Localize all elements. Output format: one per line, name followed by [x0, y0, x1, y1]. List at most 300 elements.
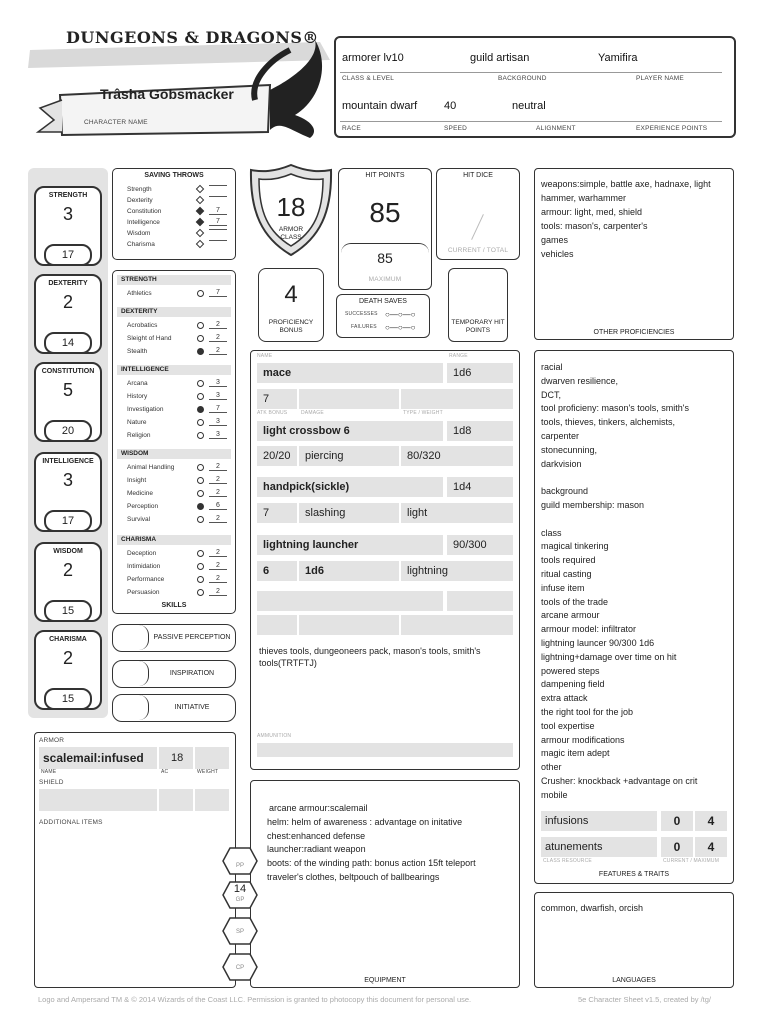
- armor-box: [34, 732, 236, 988]
- saving-throws-title: SAVING THROWS: [144, 172, 204, 179]
- feature-line: infuse item: [541, 582, 585, 593]
- skills-title: SKILLS: [161, 602, 187, 609]
- feature-line: mobile: [541, 789, 568, 800]
- skill-group-dexterity: DEXTERITY: [117, 307, 231, 317]
- features-text[interactable]: [541, 361, 731, 803]
- skill-value[interactable]: 3: [209, 431, 227, 439]
- skill-name: Deception: [127, 550, 157, 557]
- skill-name: Survival: [127, 516, 151, 523]
- save-value[interactable]: [209, 240, 227, 241]
- resource-current[interactable]: 0: [661, 837, 693, 857]
- equipment-label: EQUIPMENT: [364, 977, 406, 984]
- ammunition-tracker[interactable]: [257, 743, 513, 757]
- feature-line: other: [541, 762, 562, 773]
- coin-label: CP: [235, 965, 245, 971]
- skill-proficiency-toggle[interactable]: [197, 516, 204, 523]
- feature-line: class: [541, 527, 562, 538]
- skill-name: Arcana: [127, 380, 148, 387]
- game-logo: DUNGEONS & DRAGONS®: [66, 28, 319, 47]
- passive-perception-box: [112, 624, 236, 652]
- skill-name: Medicine: [127, 490, 154, 497]
- death-saves-successes-track[interactable]: ○—○—○: [385, 310, 416, 319]
- hit-points-label: HIT POINTS: [365, 172, 405, 179]
- skill-value[interactable]: 6: [209, 502, 227, 510]
- ability-name: INTELLIGENCE: [42, 458, 94, 465]
- skill-value[interactable]: 2: [209, 588, 227, 596]
- hit-points-box: [338, 168, 432, 290]
- initiative-box: [112, 694, 236, 722]
- background-label: BACKGROUND: [498, 75, 547, 82]
- save-name: Dexterity: [127, 197, 153, 204]
- footer-copyright: Logo and Ampersand TM & © 2014 Wizards of the Coast LLC. Permission is granted to photocopy this document for personal use.: [38, 995, 472, 1004]
- ability-name: WISDOM: [53, 548, 83, 555]
- attack-bonus[interactable]: 7: [257, 503, 297, 523]
- skill-group-intelligence: INTELLIGENCE: [117, 365, 231, 375]
- other-proficiencies-box: [534, 168, 734, 340]
- footer-credit: 5e Character Sheet v1.5, created by /tg/: [578, 995, 711, 1004]
- armor-name-label: NAME: [41, 769, 57, 775]
- skill-row: [119, 588, 229, 598]
- save-value[interactable]: 7: [209, 218, 227, 226]
- speed-label: SPEED: [444, 125, 468, 132]
- attack-damage[interactable]: piercing: [299, 446, 399, 466]
- coin-sp[interactable]: [222, 916, 258, 946]
- save-row: [119, 185, 229, 195]
- proficiency-bonus-label: PROFICIENCY BONUS: [268, 319, 314, 334]
- ability-name: DEXTERITY: [48, 280, 88, 287]
- other-proficiencies-label: OTHER PROFICIENCIES: [593, 329, 675, 336]
- skill-value[interactable]: 2: [209, 463, 227, 471]
- ability-strength: [34, 186, 102, 266]
- feature-line: background: [541, 486, 589, 497]
- coin-gp[interactable]: [222, 880, 258, 910]
- feature-line: tool expertise: [541, 720, 595, 731]
- attack-name[interactable]: light crossbow 6: [257, 421, 443, 441]
- passive-perception-value[interactable]: [113, 625, 149, 650]
- save-row: [119, 196, 229, 206]
- resource-name[interactable]: infusions: [541, 811, 657, 831]
- ability-modifier[interactable]: 3: [62, 470, 73, 490]
- attack-range[interactable]: [447, 591, 513, 611]
- feature-line: DCT,: [541, 389, 561, 400]
- character-name[interactable]: Trâsha Gobsmacker: [100, 86, 234, 102]
- equipment-line[interactable]: boots: of the winding path: bonus action 15ft teleport: [267, 858, 476, 868]
- equipment-line[interactable]: chest:enhanced defense: [267, 831, 366, 841]
- experience-label: EXPERIENCE POINTS: [636, 125, 708, 132]
- skill-row: [119, 489, 229, 499]
- attack-type[interactable]: light: [401, 503, 513, 523]
- feature-line: [541, 513, 731, 527]
- coin-cp[interactable]: [222, 952, 258, 982]
- skill-row: [119, 418, 229, 428]
- save-row: [119, 207, 229, 217]
- skill-row: [119, 431, 229, 441]
- feature-line: powered steps: [541, 665, 600, 676]
- skill-proficiency-toggle[interactable]: [197, 406, 204, 413]
- save-name: Constitution: [127, 208, 162, 215]
- armor-class-value[interactable]: 18: [276, 192, 306, 222]
- attack-bonus[interactable]: [257, 615, 297, 635]
- skill-value[interactable]: 3: [209, 418, 227, 426]
- skill-group-strength: STRENGTH: [117, 275, 231, 285]
- armor-class-label: ARMOR CLASS: [278, 226, 304, 241]
- skill-proficiency-toggle[interactable]: [197, 335, 204, 342]
- skill-proficiency-toggle[interactable]: [197, 490, 204, 497]
- coin-hex-icon: [222, 846, 258, 876]
- coin-pp[interactable]: [222, 846, 258, 876]
- ability-score[interactable]: 15: [44, 688, 92, 710]
- skill-name: Perception: [127, 503, 159, 510]
- skill-name: Persuasion: [127, 589, 160, 596]
- character-name-label: CHARACTER NAME: [84, 119, 148, 126]
- class-level-label: CLASS & LEVEL: [342, 75, 395, 82]
- resource-max[interactable]: 4: [695, 811, 727, 831]
- save-proficiency-toggle[interactable]: [196, 218, 204, 226]
- skill-value[interactable]: 2: [209, 515, 227, 523]
- resource-sub-label: CURRENT / MAXIMUM: [663, 858, 720, 864]
- ability-modifier[interactable]: 2: [62, 560, 73, 580]
- skill-value[interactable]: 7: [209, 289, 227, 297]
- attack-type[interactable]: lightning: [401, 561, 513, 581]
- additional-items-label: ADDITIONAL ITEMS: [39, 819, 103, 826]
- temp-hp-box: [448, 268, 508, 342]
- skill-name: Stealth: [127, 348, 148, 355]
- skill-name: Insight: [127, 477, 147, 484]
- feature-line: stonecunning,: [541, 444, 598, 455]
- attack-damage[interactable]: slashing: [299, 503, 399, 523]
- skill-name: Athletics: [127, 290, 152, 297]
- attack-bonus[interactable]: 7: [257, 389, 297, 409]
- save-value[interactable]: [209, 196, 227, 197]
- ability-name: STRENGTH: [48, 192, 88, 199]
- shield-weight-field[interactable]: [195, 789, 229, 811]
- attack-name[interactable]: mace: [257, 363, 443, 383]
- skill-proficiency-toggle[interactable]: [197, 393, 204, 400]
- skill-proficiency-toggle[interactable]: [197, 477, 204, 484]
- attack-range-header: RANGE: [449, 353, 468, 359]
- saving-throws-box: [112, 168, 236, 260]
- feature-line: tools, thieves, tinkers, alchemists,: [541, 417, 676, 428]
- feature-line: lightning launcer 90/300 1d6: [541, 637, 655, 648]
- header-info-box: [334, 36, 736, 138]
- ability-score[interactable]: 17: [44, 244, 92, 266]
- feature-line: lightning+damage over time on hit: [541, 651, 677, 662]
- skill-value[interactable]: 2: [209, 321, 227, 329]
- armor-ac-field[interactable]: 18: [159, 747, 193, 769]
- ability-charisma: [34, 630, 102, 710]
- feature-line: Crusher: knockback +advantage on crit: [541, 775, 698, 786]
- skill-proficiency-toggle[interactable]: [197, 563, 204, 570]
- equipment-line[interactable]: helm: helm of awareness : advantage on initative: [267, 817, 463, 827]
- initiative-value[interactable]: [113, 695, 149, 720]
- death-saves-failures-track[interactable]: ○—○—○: [385, 323, 416, 332]
- ability-name: CHARISMA: [49, 636, 87, 643]
- resource-current[interactable]: 0: [661, 811, 693, 831]
- skill-row: [119, 392, 229, 402]
- skill-proficiency-toggle[interactable]: [197, 419, 204, 426]
- ammunition-label: AMMUNITION: [257, 733, 292, 739]
- feature-line: dampening field: [541, 679, 605, 690]
- skill-name: Religion: [127, 432, 151, 439]
- death-saves-failures-label: FAILURES: [351, 324, 377, 330]
- skill-name: Performance: [127, 576, 165, 583]
- armor-weight-field[interactable]: [195, 747, 229, 769]
- attack-bonus[interactable]: 20/20: [257, 446, 297, 466]
- skill-row: [119, 575, 229, 585]
- hit-points-max-box: [341, 243, 429, 287]
- class-level-value[interactable]: armorer lv10: [342, 52, 404, 64]
- attack-name-header: NAME: [257, 353, 273, 359]
- attack-damage-header: DAMAGE: [301, 410, 324, 416]
- player-name-value[interactable]: Yamifira: [598, 52, 638, 64]
- feature-line: magical tinkering: [541, 541, 609, 552]
- alignment-value[interactable]: neutral: [512, 100, 546, 112]
- attack-name[interactable]: lightning launcher: [257, 535, 443, 555]
- skill-name: Acrobatics: [127, 322, 158, 329]
- ability-wisdom: [34, 542, 102, 622]
- attack-damage[interactable]: [299, 389, 399, 409]
- proficiency-line[interactable]: armour: light, med, shield: [541, 207, 643, 217]
- save-row: [119, 240, 229, 250]
- armor-weight-label: WEIGHT: [197, 769, 219, 775]
- ability-score[interactable]: 20: [44, 420, 92, 442]
- ability-modifier[interactable]: 2: [62, 292, 73, 312]
- player-name-label: PLAYER NAME: [636, 75, 684, 82]
- ability-constitution: [34, 362, 102, 442]
- skill-proficiency-toggle[interactable]: [197, 464, 204, 471]
- equipment-box: [250, 780, 520, 988]
- feature-line: [541, 471, 731, 485]
- hit-dice-divider: [471, 214, 484, 240]
- languages-value[interactable]: common, dwarfish, orcish: [541, 903, 644, 913]
- attack-bonus-header: ATK BONUS: [257, 410, 288, 416]
- proficiency-bonus-box: [258, 268, 324, 342]
- languages-box: [534, 892, 734, 988]
- skill-value[interactable]: 2: [209, 347, 227, 355]
- attack-range[interactable]: 90/300: [447, 535, 513, 555]
- hit-dice-sub-label: CURRENT / TOTAL: [447, 247, 509, 254]
- skill-row: [119, 502, 229, 512]
- speed-value[interactable]: 40: [444, 100, 457, 112]
- passive-perception-label: PASSIVE PERCEPTION: [153, 634, 231, 641]
- save-value[interactable]: [209, 185, 227, 186]
- skill-value[interactable]: 2: [209, 575, 227, 583]
- shield-name-field[interactable]: [39, 789, 157, 811]
- armor-label: ARMOR: [39, 737, 65, 744]
- skill-name: Animal Handling: [127, 464, 175, 471]
- armor-name-field[interactable]: scalemail:infused: [39, 747, 157, 769]
- equipment-line[interactable]: launcher:radiant weapon: [267, 844, 366, 854]
- hit-points-max-label: MAXIMUM: [368, 276, 402, 283]
- save-name: Charisma: [127, 241, 155, 248]
- skill-value[interactable]: 3: [209, 392, 227, 400]
- ability-name: CONSTITUTION: [41, 368, 95, 375]
- proficiency-bonus-value[interactable]: 4: [284, 281, 298, 308]
- skill-value[interactable]: 2: [209, 334, 227, 342]
- resource-name[interactable]: atunements: [541, 837, 657, 857]
- save-value[interactable]: [209, 229, 227, 230]
- languages-label: LANGUAGES: [612, 977, 656, 984]
- proficiency-line[interactable]: vehicles: [541, 249, 574, 259]
- race-value[interactable]: mountain dwarf: [342, 100, 418, 112]
- skill-proficiency-toggle[interactable]: [197, 503, 204, 510]
- save-value[interactable]: 7: [209, 207, 227, 215]
- skill-row: [119, 379, 229, 389]
- skill-row: [119, 562, 229, 572]
- skill-group-charisma: CHARISMA: [117, 535, 231, 545]
- coin-label: SP: [235, 929, 244, 935]
- attacks-box: [250, 350, 520, 770]
- feature-line: extra attack: [541, 693, 588, 704]
- skill-proficiency-toggle[interactable]: [197, 589, 204, 596]
- skill-value[interactable]: 3: [209, 379, 227, 387]
- feature-line: tool proficieny: mason's tools, smith's: [541, 403, 689, 414]
- ability-score[interactable]: 14: [44, 332, 92, 354]
- hit-dice-box: [436, 168, 520, 260]
- skill-name: History: [127, 393, 148, 400]
- save-name: Intelligence: [127, 219, 160, 226]
- skill-proficiency-toggle[interactable]: [197, 322, 204, 329]
- hit-dice-label: HIT DICE: [463, 172, 493, 179]
- attack-bonus[interactable]: 6: [257, 561, 297, 581]
- skill-value[interactable]: 2: [209, 549, 227, 557]
- feature-line: ritual casting: [541, 568, 592, 579]
- feature-line: tools of the trade: [541, 596, 609, 607]
- attack-type[interactable]: 80/320: [401, 446, 513, 466]
- proficiency-line[interactable]: games: [541, 235, 569, 245]
- armor-class-shield: [248, 162, 334, 258]
- ability-score[interactable]: 17: [44, 510, 92, 532]
- temp-hp-label: TEMPORARY HIT POINTS: [451, 319, 505, 334]
- features-box: [534, 350, 734, 884]
- ability-score[interactable]: 15: [44, 600, 92, 622]
- feature-line: guild membership: mason: [541, 499, 645, 510]
- attack-damage[interactable]: 1d6: [299, 561, 399, 581]
- skill-name: Investigation: [127, 406, 164, 413]
- inspiration-label: INSPIRATION: [169, 670, 215, 677]
- attack-name[interactable]: handpick(sickle): [257, 477, 443, 497]
- background-value[interactable]: guild artisan: [470, 52, 530, 64]
- skill-name: Sleight of Hand: [127, 335, 172, 342]
- hit-points-maximum[interactable]: 85: [377, 250, 393, 266]
- feature-line: the right tool for the job: [541, 706, 634, 717]
- save-name: Strength: [127, 186, 152, 193]
- armor-ac-label: AC: [161, 769, 169, 775]
- equipment-line[interactable]: arcane armour:scalemail: [269, 803, 368, 813]
- coin-label: GP: [235, 897, 245, 903]
- shield-label: SHIELD: [39, 779, 64, 786]
- feature-line: carpenter: [541, 430, 580, 441]
- race-label: RACE: [342, 125, 361, 132]
- save-proficiency-toggle[interactable]: [196, 240, 204, 248]
- skill-proficiency-toggle[interactable]: [197, 348, 204, 355]
- skill-proficiency-toggle[interactable]: [197, 290, 204, 297]
- feature-line: darkvision: [541, 458, 582, 469]
- skill-value[interactable]: 2: [209, 476, 227, 484]
- skill-row: [119, 289, 229, 299]
- ability-dexterity: [34, 274, 102, 354]
- skill-row: [119, 549, 229, 559]
- skill-row: [119, 463, 229, 473]
- attack-type[interactable]: [401, 389, 513, 409]
- feature-line: tools required: [541, 555, 596, 566]
- skill-group-wisdom: WISDOM: [117, 449, 231, 459]
- alignment-label: ALIGNMENT: [536, 125, 576, 132]
- ability-modifier[interactable]: 5: [62, 380, 73, 400]
- save-proficiency-toggle[interactable]: [196, 207, 204, 215]
- equipment-line[interactable]: traveler's clothes, beltpouch of ballbearings: [267, 872, 440, 882]
- skill-proficiency-toggle[interactable]: [197, 550, 204, 557]
- attack-name[interactable]: [257, 591, 443, 611]
- coin-value[interactable]: 14: [233, 883, 247, 895]
- skill-row: [119, 321, 229, 331]
- save-proficiency-toggle[interactable]: [196, 229, 204, 237]
- feature-line: armour modifications: [541, 734, 625, 745]
- skill-name: Nature: [127, 419, 147, 426]
- resource-max[interactable]: 4: [695, 837, 727, 857]
- feature-line: racial: [541, 362, 563, 372]
- shield-ac-field[interactable]: [159, 789, 193, 811]
- skill-row: [119, 405, 229, 415]
- attack-damage[interactable]: [299, 615, 399, 635]
- resource-label: CLASS RESOURCE: [543, 858, 592, 864]
- skill-row: [119, 515, 229, 525]
- attack-range[interactable]: 1d4: [447, 477, 513, 497]
- attack-notes[interactable]: thieves tools, dungeoneers pack, mason's tools, smith's tools(TRTFTJ): [259, 646, 481, 668]
- feature-line: arcane armour: [541, 610, 600, 621]
- skill-proficiency-toggle[interactable]: [197, 380, 204, 387]
- proficiency-line[interactable]: hammer, warhammer: [541, 193, 627, 203]
- feature-line: magic item adept: [541, 748, 610, 759]
- features-label: FEATURES & TRAITS: [598, 871, 670, 878]
- ability-modifier[interactable]: 2: [62, 648, 73, 668]
- skill-row: [119, 334, 229, 344]
- coin-label: PP: [235, 863, 244, 869]
- skill-proficiency-toggle[interactable]: [197, 432, 204, 439]
- skills-box: [112, 270, 236, 614]
- skill-value[interactable]: 2: [209, 489, 227, 497]
- save-row: [119, 218, 229, 228]
- attack-type[interactable]: [401, 615, 513, 635]
- skill-name: Intimidation: [127, 563, 161, 570]
- feature-line: dwarven resilience,: [541, 375, 619, 386]
- skill-proficiency-toggle[interactable]: [197, 576, 204, 583]
- attack-range[interactable]: 1d6: [447, 363, 513, 383]
- proficiency-line[interactable]: tools: mason's, carpenter's: [541, 221, 648, 231]
- death-saves-label: DEATH SAVES: [359, 298, 407, 305]
- save-name: Wisdom: [127, 230, 151, 237]
- ability-modifier[interactable]: 3: [62, 204, 73, 224]
- attack-range[interactable]: 1d8: [447, 421, 513, 441]
- ability-intelligence: [34, 452, 102, 532]
- death-saves-successes-label: SUCCESSES: [345, 311, 378, 317]
- initiative-label: INITIATIVE: [174, 704, 210, 711]
- hit-points-current[interactable]: 85: [369, 197, 401, 228]
- death-saves-box: [336, 294, 430, 338]
- save-proficiency-toggle[interactable]: [196, 185, 204, 193]
- save-proficiency-toggle[interactable]: [196, 196, 204, 204]
- attack-type-header: TYPE / WEIGHT: [403, 410, 443, 416]
- skill-value[interactable]: 7: [209, 405, 227, 413]
- skill-row: [119, 476, 229, 486]
- save-row: [119, 229, 229, 239]
- skill-row: [119, 347, 229, 357]
- feature-line: armour model: infiltrator: [541, 624, 637, 635]
- skill-value[interactable]: 2: [209, 562, 227, 570]
- proficiency-line[interactable]: weapons:simple, battle axe, hadnaxe, light: [541, 179, 711, 189]
- inspiration-box: [112, 660, 236, 688]
- inspiration-value[interactable]: [113, 661, 149, 686]
